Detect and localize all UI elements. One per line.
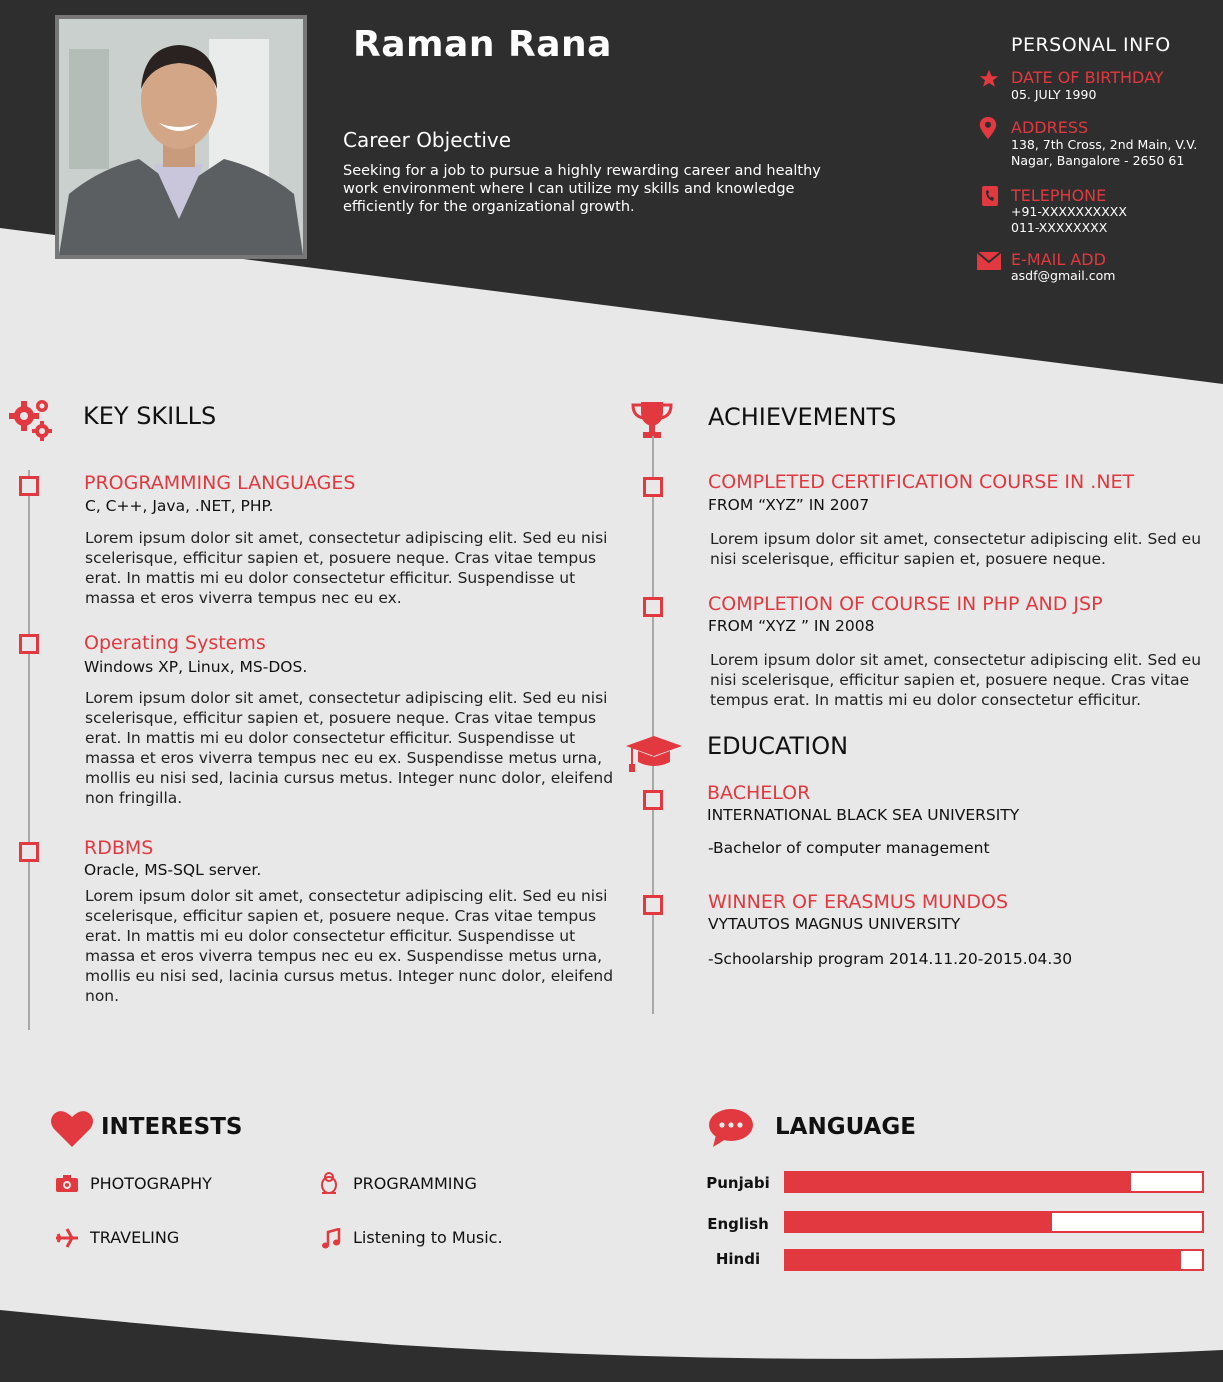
key-skills-title: KEY SKILLS xyxy=(83,402,217,430)
timeline-marker xyxy=(643,895,663,915)
timeline-marker xyxy=(643,477,663,497)
language-title: LANGUAGE xyxy=(775,1114,916,1140)
career-objective-title: Career Objective xyxy=(343,128,512,152)
pi-value-email: asdf@gmail.com xyxy=(1011,268,1116,283)
language-label: English xyxy=(707,1215,769,1233)
education-title-item: WINNER OF ERASMUS MUNDOS xyxy=(708,891,1009,913)
profile-photo xyxy=(55,15,307,259)
graduation-cap-icon xyxy=(626,734,682,778)
achievement-desc: Lorem ipsum dolor sit amet, consectetur adipiscing elit. Sed eu nisi scelerisque, efficitur sapien et, posuere neque. Cras vitae tempus erat. In mattis mi eu dolor consectetur efficitur. xyxy=(710,651,1202,709)
education-sub: VYTAUTOS MAGNUS UNIVERSITY xyxy=(708,915,961,933)
skill-desc: Lorem ipsum dolor sit amet, consectetur adipiscing elit. Sed eu nisi scelerisque, efficitur sapien et, posuere neque. Cras vitae tempus erat. In mattis mi eu dolor consectetur efficitur. Suspendisse ut massa et eros viverra tempus nec eu ex. xyxy=(85,529,608,607)
pi-value-address-1: 138, 7th Cross, 2nd Main, V.V. xyxy=(1011,137,1198,152)
phone-icon xyxy=(981,185,999,211)
pi-label-address: ADDRESS xyxy=(1011,118,1089,137)
education-sub: INTERNATIONAL BLACK SEA UNIVERSITY xyxy=(707,806,1020,824)
skill-sub: Oracle, MS-SQL server. xyxy=(84,861,262,879)
achievement-sub: FROM “XYZ ” IN 2008 xyxy=(708,617,875,635)
timeline-marker xyxy=(19,842,39,862)
pi-label-birthday: DATE OF BIRTHDAY xyxy=(1011,68,1164,87)
pi-label-email: E-MAIL ADD xyxy=(1011,250,1106,269)
airplane-icon xyxy=(55,1227,79,1253)
achievement-desc: Lorem ipsum dolor sit amet, consectetur adipiscing elit. Sed eu nisi scelerisque, efficitur sapien et, posuere neque. xyxy=(710,530,1202,568)
envelope-icon xyxy=(977,252,1001,274)
achievement-title: COMPLETION OF COURSE IN PHP AND JSP xyxy=(708,593,1103,615)
skill-sub: Windows XP, Linux, MS-DOS. xyxy=(84,658,308,676)
star-icon xyxy=(977,68,1001,94)
timeline-marker xyxy=(19,634,39,654)
interest-label: TRAVELING xyxy=(90,1228,180,1247)
language-bar xyxy=(784,1249,1204,1271)
pi-value-telephone-1: +91-XXXXXXXXXX xyxy=(1011,204,1127,219)
pi-value-birthday: 05. JULY 1990 xyxy=(1011,87,1097,102)
interest-label: PHOTOGRAPHY xyxy=(90,1174,212,1193)
pi-value-address-2: Nagar, Bangalore - 2650 61 xyxy=(1011,153,1185,168)
music-note-icon xyxy=(321,1228,341,1254)
timeline-marker xyxy=(643,597,663,617)
achievements-timeline xyxy=(652,436,654,1014)
skill-sub: C, C++, Java, .NET, PHP. xyxy=(85,497,274,515)
achievement-title: COMPLETED CERTIFICATION COURSE IN .NET xyxy=(708,471,1135,493)
skill-title: Operating Systems xyxy=(84,632,266,654)
heart-icon xyxy=(50,1108,94,1152)
speech-bubble-icon xyxy=(708,1108,754,1152)
person-portrait xyxy=(59,19,303,255)
interest-label: PROGRAMMING xyxy=(353,1174,477,1193)
language-bar xyxy=(784,1171,1204,1193)
timeline-marker xyxy=(19,476,39,496)
language-bar-fill xyxy=(786,1213,1052,1231)
language-bar-fill xyxy=(786,1251,1181,1269)
skill-title: RDBMS xyxy=(84,837,154,859)
education-title: EDUCATION xyxy=(707,732,849,760)
achievement-sub: FROM “XYZ” IN 2007 xyxy=(708,496,870,514)
pi-value-telephone-2: 011-XXXXXXXX xyxy=(1011,220,1108,235)
location-pin-icon xyxy=(978,117,998,143)
pi-label-telephone: TELEPHONE xyxy=(1011,186,1107,205)
gears-icon xyxy=(8,398,54,446)
education-title-item: BACHELOR xyxy=(707,782,811,804)
personal-info-title: PERSONAL INFO xyxy=(1011,34,1171,56)
language-bar-fill xyxy=(786,1173,1131,1191)
achievements-title: ACHIEVEMENTS xyxy=(708,403,897,431)
career-objective-text: Seeking for a job to pursue a highly rewarding career and healthy work environment where I can utilize my skills and knowledge efficiently for the organizational growth. xyxy=(343,163,821,215)
skill-title: PROGRAMMING LANGUAGES xyxy=(84,472,356,494)
linux-penguin-icon xyxy=(319,1172,339,1198)
timeline-marker xyxy=(643,790,663,810)
language-bar xyxy=(784,1211,1204,1233)
camera-icon xyxy=(56,1174,78,1196)
interests-title: INTERESTS xyxy=(101,1114,243,1140)
skill-desc: Lorem ipsum dolor sit amet, consectetur adipiscing elit. Sed eu nisi scelerisque, efficitur sapien et, posuere neque. Cras vitae tempus erat. In mattis mi eu dolor consectetur efficitur. Suspendisse ut massa et eros viverra tempus nec eu ex. Suspendisse metus urna, mollis eu nisi sed, lacinia cursus metus. Integer nunc dolor, eleifend non. xyxy=(85,887,614,1005)
education-desc: -Schoolarship program 2014.11.20-2015.04.30 xyxy=(708,950,1073,968)
interest-label: Listening to Music. xyxy=(353,1228,503,1247)
language-label: Punjabi xyxy=(706,1174,770,1192)
education-desc: -Bachelor of computer management xyxy=(708,839,990,857)
key-skills-timeline xyxy=(28,470,30,1030)
skill-desc: Lorem ipsum dolor sit amet, consectetur adipiscing elit. Sed eu nisi scelerisque, efficitur sapien et, posuere neque. Cras vitae tempus erat. In mattis mi eu dolor consectetur efficitur. Suspendisse ut massa et eros viverra tempus nec eu ex. Suspendisse metus urna, mollis eu nisi sed, lacinia cursus metus. Integer nunc dolor, eleifend non fringilla. xyxy=(85,689,614,807)
language-label: Hindi xyxy=(715,1250,761,1268)
candidate-name: Raman Rana xyxy=(353,24,612,65)
